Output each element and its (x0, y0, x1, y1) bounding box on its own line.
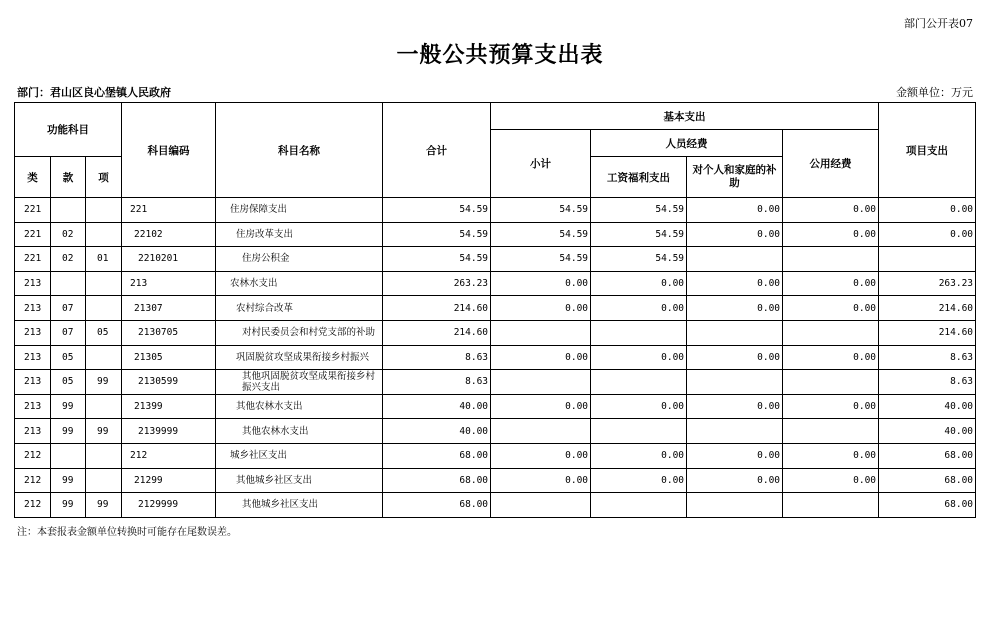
cell-kuan: 07 (51, 320, 86, 345)
table-body (15, 198, 976, 518)
cell-kuan: 99 (51, 394, 86, 419)
header-kuan: 款 (51, 157, 86, 198)
cell-salary: 54.59 (591, 198, 687, 223)
header-salary-welfare: 工资福利支出 (591, 157, 687, 198)
cell-household (687, 493, 783, 518)
cell-lei: 212 (15, 468, 51, 493)
cell-public: 0.00 (783, 468, 879, 493)
cell-project: 0.00 (879, 198, 976, 223)
cell-subtotal: 54.59 (491, 222, 591, 247)
cell-total: 68.00 (383, 468, 491, 493)
budget-expenditure-table (14, 102, 976, 518)
cell-total: 68.00 (383, 493, 491, 518)
department-label: 部门：君山区良心堡镇人民政府 (17, 86, 171, 99)
cell-code: 2210201 (122, 247, 216, 272)
header-project-expenditure: 项目支出 (879, 103, 976, 198)
cell-code: 2130599 (122, 370, 216, 395)
table-row (15, 468, 976, 493)
cell-project (879, 247, 976, 272)
cell-xiang (86, 296, 122, 321)
cell-public: 0.00 (783, 394, 879, 419)
table-row (15, 271, 976, 296)
cell-subtotal (491, 370, 591, 395)
cell-kuan: 99 (51, 468, 86, 493)
cell-total: 263.23 (383, 271, 491, 296)
cell-salary: 0.00 (591, 345, 687, 370)
cell-lei: 213 (15, 271, 51, 296)
cell-subtotal: 54.59 (491, 198, 591, 223)
cell-name: 其他城乡社区支出 (216, 493, 383, 518)
cell-lei: 213 (15, 370, 51, 395)
cell-project: 214.60 (879, 320, 976, 345)
cell-name: 住房保障支出 (216, 198, 383, 223)
cell-code: 221 (122, 198, 216, 223)
header-total: 合计 (383, 103, 491, 198)
cell-salary (591, 419, 687, 444)
table-row (15, 443, 976, 468)
cell-kuan: 02 (51, 222, 86, 247)
cell-household: 0.00 (687, 468, 783, 493)
cell-salary: 0.00 (591, 394, 687, 419)
cell-household: 0.00 (687, 296, 783, 321)
cell-total: 54.59 (383, 247, 491, 272)
cell-total: 8.63 (383, 345, 491, 370)
cell-code: 22102 (122, 222, 216, 247)
cell-household: 0.00 (687, 222, 783, 247)
cell-kuan: 99 (51, 493, 86, 518)
table-row (15, 419, 976, 444)
cell-code: 213 (122, 271, 216, 296)
cell-project: 214.60 (879, 296, 976, 321)
cell-public (783, 419, 879, 444)
cell-lei: 212 (15, 443, 51, 468)
cell-kuan (51, 443, 86, 468)
cell-public (783, 320, 879, 345)
cell-code: 21307 (122, 296, 216, 321)
cell-lei: 221 (15, 247, 51, 272)
header-subject-name: 科目名称 (216, 103, 383, 198)
cell-name: 城乡社区支出 (216, 443, 383, 468)
cell-lei: 213 (15, 419, 51, 444)
cell-project: 40.00 (879, 419, 976, 444)
cell-project: 8.63 (879, 345, 976, 370)
cell-name: 住房改革支出 (216, 222, 383, 247)
cell-kuan: 05 (51, 345, 86, 370)
cell-xiang (86, 198, 122, 223)
cell-kuan: 07 (51, 296, 86, 321)
cell-xiang: 01 (86, 247, 122, 272)
cell-xiang (86, 345, 122, 370)
table-row (15, 345, 976, 370)
cell-public (783, 493, 879, 518)
cell-name: 对村民委员会和村党支部的补助 (216, 320, 383, 345)
cell-household (687, 419, 783, 444)
cell-project: 68.00 (879, 468, 976, 493)
cell-subtotal: 0.00 (491, 345, 591, 370)
cell-public (783, 370, 879, 395)
cell-public: 0.00 (783, 443, 879, 468)
page-title: 一般公共预算支出表 (396, 42, 604, 68)
cell-lei: 213 (15, 394, 51, 419)
cell-public: 0.00 (783, 198, 879, 223)
cell-public: 0.00 (783, 271, 879, 296)
cell-name: 其他农林水支出 (216, 394, 383, 419)
cell-lei: 213 (15, 345, 51, 370)
cell-project: 8.63 (879, 370, 976, 395)
cell-kuan: 05 (51, 370, 86, 395)
cell-name: 农林水支出 (216, 271, 383, 296)
table-row (15, 247, 976, 272)
cell-total: 40.00 (383, 394, 491, 419)
cell-salary (591, 320, 687, 345)
cell-public: 0.00 (783, 296, 879, 321)
cell-code: 212 (122, 443, 216, 468)
cell-total: 8.63 (383, 370, 491, 395)
amount-unit-label: 金额单位：万元 (896, 86, 973, 99)
cell-name: 其他城乡社区支出 (216, 468, 383, 493)
header-lei: 类 (15, 157, 51, 198)
table-row (15, 296, 976, 321)
header-public-expense: 公用经费 (783, 130, 879, 198)
cell-salary: 0.00 (591, 443, 687, 468)
cell-total: 40.00 (383, 419, 491, 444)
header-basic-expenditure: 基本支出 (491, 103, 879, 130)
cell-household: 0.00 (687, 394, 783, 419)
cell-xiang: 05 (86, 320, 122, 345)
cell-salary: 54.59 (591, 222, 687, 247)
cell-salary: 0.00 (591, 468, 687, 493)
cell-salary: 0.00 (591, 271, 687, 296)
cell-kuan: 02 (51, 247, 86, 272)
cell-xiang (86, 468, 122, 493)
cell-name: 巩固脱贫攻坚成果衔接乡村振兴 (216, 345, 383, 370)
cell-code: 2139999 (122, 419, 216, 444)
table-row (15, 394, 976, 419)
cell-salary (591, 493, 687, 518)
table-row (15, 222, 976, 247)
cell-xiang (86, 222, 122, 247)
cell-lei: 221 (15, 198, 51, 223)
cell-total: 54.59 (383, 222, 491, 247)
cell-lei: 213 (15, 296, 51, 321)
cell-total: 54.59 (383, 198, 491, 223)
cell-project: 68.00 (879, 493, 976, 518)
cell-name: 农村综合改革 (216, 296, 383, 321)
cell-code: 2130705 (122, 320, 216, 345)
cell-salary (591, 370, 687, 395)
header-personnel-expense: 人员经费 (591, 130, 783, 157)
table-row (15, 198, 976, 223)
cell-subtotal (491, 493, 591, 518)
cell-xiang (86, 394, 122, 419)
cell-household: 0.00 (687, 198, 783, 223)
cell-household (687, 320, 783, 345)
header-household-subsidy: 对个人和家庭的补助 (687, 157, 783, 198)
cell-household (687, 247, 783, 272)
cell-subtotal (491, 320, 591, 345)
cell-lei: 221 (15, 222, 51, 247)
cell-project: 263.23 (879, 271, 976, 296)
cell-subtotal: 0.00 (491, 468, 591, 493)
cell-subtotal: 0.00 (491, 296, 591, 321)
cell-xiang (86, 271, 122, 296)
cell-name: 其他农林水支出 (216, 419, 383, 444)
cell-public: 0.00 (783, 222, 879, 247)
cell-total: 214.60 (383, 296, 491, 321)
cell-kuan (51, 271, 86, 296)
cell-code: 21399 (122, 394, 216, 419)
cell-code: 21299 (122, 468, 216, 493)
cell-kuan: 99 (51, 419, 86, 444)
cell-household: 0.00 (687, 443, 783, 468)
cell-salary: 54.59 (591, 247, 687, 272)
cell-kuan (51, 198, 86, 223)
cell-subtotal: 0.00 (491, 394, 591, 419)
cell-xiang: 99 (86, 419, 122, 444)
cell-xiang: 99 (86, 370, 122, 395)
table-row (15, 493, 976, 518)
cell-code: 21305 (122, 345, 216, 370)
cell-household: 0.00 (687, 345, 783, 370)
footnote: 注：本套报表金额单位转换时可能存在尾数误差。 (17, 527, 237, 538)
cell-lei: 212 (15, 493, 51, 518)
table-row (15, 320, 976, 345)
cell-total: 68.00 (383, 443, 491, 468)
cell-name: 住房公积金 (216, 247, 383, 272)
cell-public: 0.00 (783, 345, 879, 370)
cell-subtotal: 0.00 (491, 271, 591, 296)
header-xiang: 项 (86, 157, 122, 198)
cell-name: 其他巩固脱贫攻坚成果衔接乡村振兴支出 (216, 370, 383, 395)
cell-code: 2129999 (122, 493, 216, 518)
cell-household (687, 370, 783, 395)
cell-household: 0.00 (687, 271, 783, 296)
cell-xiang (86, 443, 122, 468)
cell-public (783, 247, 879, 272)
form-number: 部门公开表07 (904, 17, 973, 30)
cell-subtotal: 0.00 (491, 443, 591, 468)
cell-salary: 0.00 (591, 296, 687, 321)
cell-project: 0.00 (879, 222, 976, 247)
header-func-subject: 功能科目 (15, 103, 122, 157)
header-subtotal: 小计 (491, 130, 591, 198)
cell-lei: 213 (15, 320, 51, 345)
cell-xiang: 99 (86, 493, 122, 518)
cell-subtotal: 54.59 (491, 247, 591, 272)
header-subject-code: 科目编码 (122, 103, 216, 198)
table-row (15, 370, 976, 395)
cell-subtotal (491, 419, 591, 444)
cell-total: 214.60 (383, 320, 491, 345)
cell-project: 68.00 (879, 443, 976, 468)
cell-project: 40.00 (879, 394, 976, 419)
